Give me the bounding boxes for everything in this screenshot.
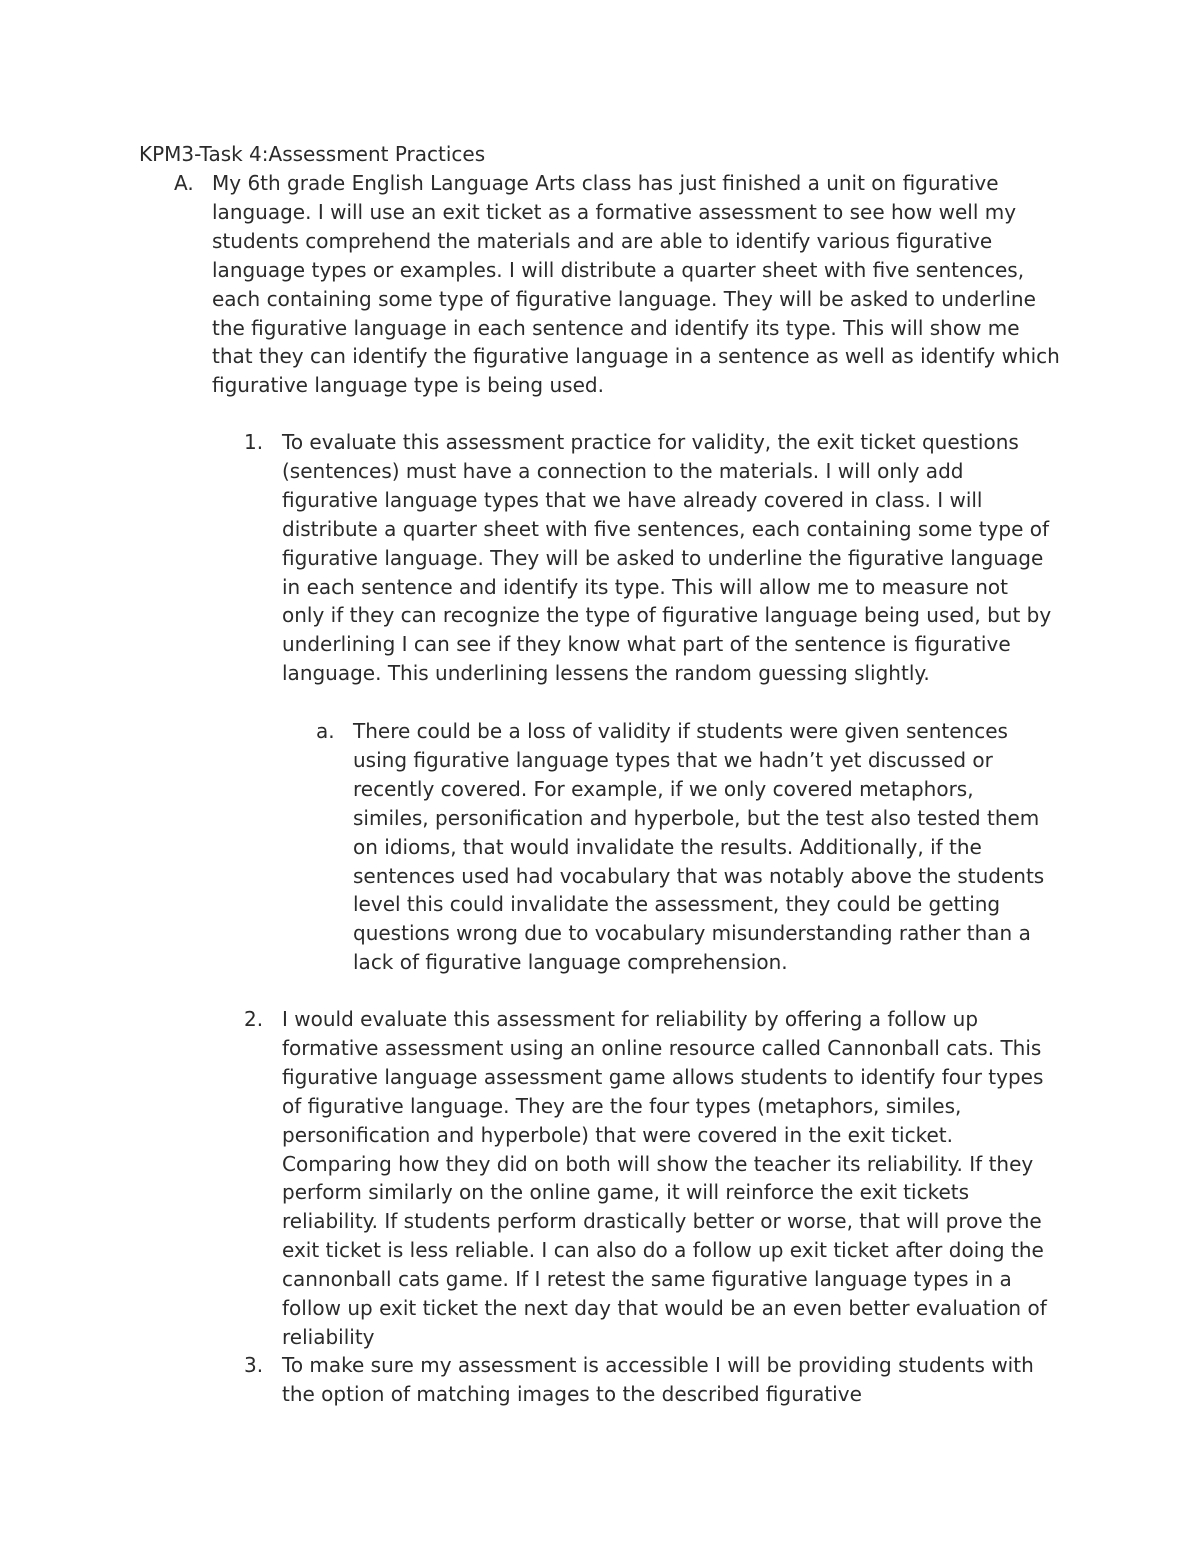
section-a-marker: A. (174, 171, 194, 195)
list-item-3 (244, 1351, 1062, 1409)
list-subitem-1a-text: There could be a loss of validity if students were given sentences using figurative language types that we hadn’t yet discussed or recently covered. For example, if we only covered metaphors, similes, personification and hyperbole, but the test also tested them on idioms, that would invalidate the results. Additionally, if the sentences used had vocabulary that was notably above the students level this could invalidate the assessment, they could be getting questions wrong due to vocabulary misunderstanding rather than a lack of figurative language comprehension. (353, 719, 1045, 975)
list-item-1-marker: 1. (244, 430, 264, 454)
list-item-3-marker: 3. (244, 1353, 264, 1377)
list-item-3-text: To make sure my assessment is accessible I will be providing students with the option of matching images to the described figurative (282, 1353, 1034, 1406)
list-subitem-1a-marker: a. (316, 719, 335, 743)
list-item-1-text: To evaluate this assessment practice for validity, the exit ticket questions (sentences) must have a connection to the materials. I will only add figurative language types that we have already covered in class. I will distribute a quarter sheet with five sentences, each containing some type of figurative language. They will be asked to underline the figurative language in each sentence and identify its type. This will allow me to measure not only if they can recognize the type of figurative language being used, but by underlining I can see if they know what part of the sentence is figurative language. This underlining lessens the random guessing slightly. (282, 430, 1052, 686)
list-item-1 (244, 428, 1052, 688)
section-a (174, 169, 1062, 400)
list-subitem-1a (316, 717, 1053, 977)
list-item-2 (244, 1005, 1062, 1352)
list-item-2-text: I would evaluate this assessment for reliability by offering a follow up formative assessment using an online resource called Cannonball cats. This figurative language assessment game allows students to identify four types of figurative language. They are the four types (metaphors, similes, personification and hyperbole) that were covered in the exit ticket. Comparing how they did on both will show the teacher its reliability. If they perform similarly on the online game, it will reinforce the exit tickets reliability. If students perform drastically better or worse, that will prove the exit ticket is less reliable. I can also do a follow up exit ticket after doing the cannonball cats game. If I retest the same figurative language types in a follow up exit ticket the next day that would be an even better evaluation of reliability (282, 1007, 1047, 1349)
document-title: KPM3-Task 4:Assessment Practices (139, 142, 486, 166)
list-item-2-marker: 2. (244, 1007, 264, 1031)
section-a-text: My 6th grade English Language Arts class has just finished a unit on figurative language. I will use an exit ticket as a formative assessment to see how well my students comprehend the materials and are able to identify various figurative language types or examples. I will distribute a quarter sheet with five sentences, each containing some type of figurative language. They will be asked to underline the figurative language in each sentence and identify its type. This will show me that they can identify the figurative language in a sentence as well as identify which figurative language type is being used. (212, 171, 1060, 398)
